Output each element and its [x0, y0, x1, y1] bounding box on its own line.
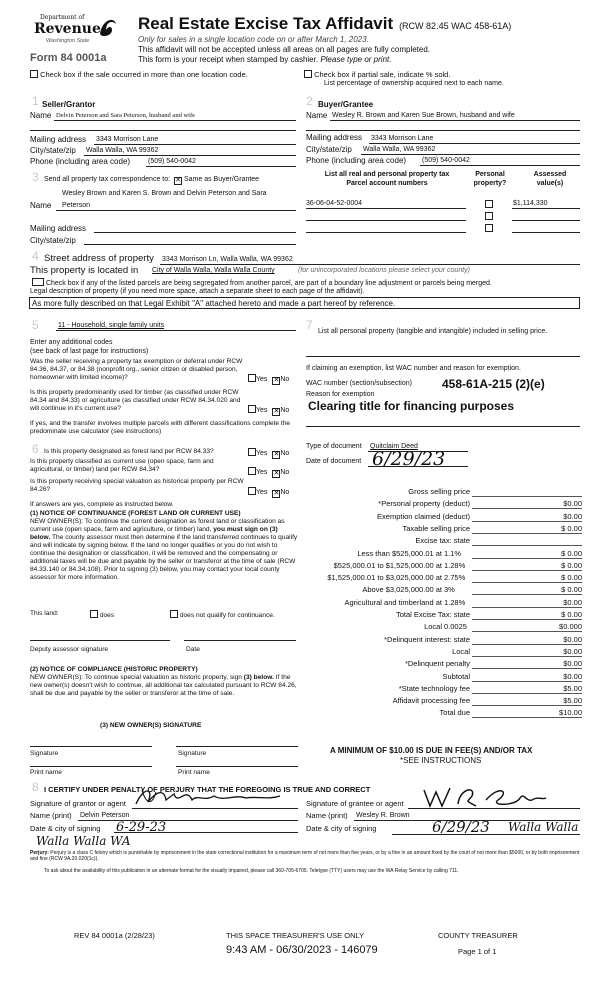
segregate-row[interactable]	[32, 278, 492, 287]
logo-swoosh-icon	[98, 16, 118, 38]
fee-row	[300, 573, 582, 584]
grantee-sig-label: Signature of grantee or agent	[306, 799, 404, 808]
yes-label: Yes	[256, 376, 268, 383]
yes-checkbox[interactable]	[248, 448, 256, 456]
notice2-body-b: If the new owner(s) doesn't wish to continue, all additional tax calculated pursuant to RCW 84.26, shall be due and payable by the seller or transferor at the time of sale.	[30, 674, 297, 697]
assessed-line-2	[512, 220, 580, 221]
section-number-5: 5	[32, 318, 39, 332]
q-forest: Is this property designated as forest land per RCW 84.33?	[44, 448, 214, 455]
seller-phone: (509) 540-0042	[148, 158, 196, 165]
q-exemption: Was the seller receiving a property tax exemption or deferral under RCW 84.36, 84.37, or 84.38 (nonprofit org., senior citizen or disabled person, homeowner with limited income)?	[30, 358, 243, 381]
page-number: Page 1 of 1	[458, 947, 497, 956]
fee-label: *Delinquent penalty	[404, 659, 470, 669]
header-note-1: Only for sales in a single location code on or after March 1, 2023.	[138, 35, 369, 44]
buyer-blank-line	[306, 130, 580, 131]
section-number-7: 7	[306, 318, 313, 332]
correspondence-name-label: Name	[30, 201, 52, 210]
yes-checkbox[interactable]	[248, 374, 256, 382]
multi-location-check[interactable]	[30, 70, 248, 79]
fee-label: *State technology fee	[398, 683, 470, 693]
county-treasurer: COUNTY TREASURER	[438, 931, 518, 940]
assessed-value: $1,114,330	[513, 200, 548, 207]
buyer-phone-label: Phone (including area code)	[306, 156, 407, 165]
reason-label: Reason for exemption	[306, 391, 375, 398]
legal-label: Legal description of property (if you need more space, attach a separate sheet to each page of the affidavit).	[30, 288, 365, 295]
does-label: does	[99, 612, 115, 619]
title-text: Real Estate Excise Tax Affidavit	[138, 14, 394, 33]
fee-rate: 3%	[444, 585, 455, 595]
fee-label: Less than $525,000.01 at	[357, 548, 442, 558]
fee-value	[472, 536, 582, 546]
buyer-phone-line	[420, 165, 580, 166]
street-label: Street address of property	[44, 253, 154, 264]
partial-sale-note: List percentage of ownership acquired next to each name.	[324, 80, 504, 87]
segregate-checkbox[interactable]	[32, 278, 44, 286]
located-label: This property is located in	[30, 265, 139, 276]
fee-row	[300, 536, 582, 547]
fee-row	[300, 696, 582, 707]
fee-label: Affidavit processing fee	[392, 696, 470, 706]
personal-checkbox-2[interactable]	[485, 212, 493, 220]
fee-row	[300, 672, 582, 683]
enter-codes: Enter any additional codes	[30, 339, 113, 346]
use-code-line	[56, 330, 296, 331]
q-current-use-answer[interactable]	[248, 467, 289, 478]
q-timber: Is this property predominantly used for timber (as classified under RCW 84.34 and 84.33) or agriculture (as classified under RCW 84.34.020 and will continue in it's current use?	[30, 389, 241, 412]
grantor-name: Delvin Peterson	[80, 812, 130, 819]
notice2-body-a: NEW OWNER(S): To continue special valuation as historic property, sign	[30, 674, 242, 681]
grantee-date-line	[392, 834, 580, 835]
buyer-heading: Buyer/Grantee	[318, 100, 374, 109]
notice2-body	[30, 674, 298, 698]
yes-label: Yes	[256, 469, 268, 476]
fee-row	[300, 684, 582, 695]
fee-label: *Delinquent interest: state	[384, 634, 470, 644]
grantee-date-label: Date & city of signing	[306, 824, 377, 833]
fee-row	[300, 610, 582, 621]
wac-value: 458-61A-215 (2)(e)	[442, 377, 545, 391]
fee-label: Exemption claimed (deduct)	[377, 511, 470, 521]
section-number-1: 1	[32, 94, 39, 108]
personal-col-header	[468, 170, 512, 188]
multi-location-label: Check box if the sale occurred in more than one location code.	[40, 70, 248, 79]
parcel-line-2	[306, 220, 466, 221]
doc-type: Quitclaim Deed	[370, 443, 418, 450]
logo-main-text: Revenue	[34, 21, 101, 37]
exemption-claim-label: If claiming an exemption, list WAC number and reason for exemption.	[306, 365, 521, 372]
doc-date-label: Date of document	[306, 458, 362, 465]
seller-address-line	[94, 144, 296, 145]
no-checkbox[interactable]: ✕	[273, 377, 280, 384]
grantor-name-label: Name (print)	[30, 811, 72, 820]
grantee-name-label: Name (print)	[306, 811, 348, 820]
q-current-use: Is this property classified as current use (open space, farm and agricultural, or timber) land per RCW 84.34?	[30, 458, 214, 473]
parcel-col-header	[306, 170, 468, 188]
treasurer-use: THIS SPACE TREASURER'S USE ONLY	[226, 931, 365, 940]
use-code: 11 - Household, single family units	[58, 322, 165, 329]
personal-property-label: List all personal property (tangible and intangible) included in selling price.	[318, 328, 548, 335]
does-not-checkbox[interactable]	[170, 610, 178, 618]
section-number-8: 8	[32, 780, 39, 794]
owner-sig-label-2: Signature	[178, 750, 207, 757]
yes-label: Yes	[256, 407, 268, 414]
wac-label: WAC number (section/subsection)	[306, 380, 412, 387]
fee-label: Subtotal	[442, 671, 470, 681]
fee-row	[300, 659, 582, 670]
grantor-sig-line	[132, 808, 298, 809]
fee-label: *Personal property (deduct)	[378, 499, 470, 509]
assessed-col-header	[520, 170, 580, 188]
fee-value: $0.00	[472, 672, 582, 682]
no-checkbox[interactable]: ✕	[273, 490, 280, 497]
personal-property-line	[306, 356, 580, 357]
owner-print-line-1	[30, 766, 152, 767]
seller-name-label: Name	[30, 111, 52, 120]
grantor-date-line	[114, 832, 298, 833]
fee-value: $10.00	[472, 708, 582, 718]
grantor-signature	[134, 784, 284, 810]
fee-label: Total Excise Tax: state	[395, 610, 470, 619]
answers-instr: If answers are yes, complete as instructed below.	[30, 501, 174, 508]
notice1-body-a: NEW OWNER(S): To continue the current designation as forest land or classification as current use (open space, farm and agriculture, or timber) land,	[30, 518, 285, 533]
notice1-title: (1) NOTICE OF CONTINUANCE (FOREST LAND OR CURRENT USE)	[30, 510, 241, 517]
fee-row	[300, 524, 582, 535]
seller-city-label: City/state/zip	[30, 146, 76, 155]
checkbox[interactable]	[304, 70, 312, 78]
grantee-name: Wesley R. Brown	[356, 812, 410, 819]
personal-checkbox-3[interactable]	[485, 224, 493, 232]
section-number-2: 2	[306, 94, 313, 108]
fee-row	[300, 598, 582, 609]
grantor-date-label: Date & city of signing	[30, 824, 101, 833]
fee-value: $0.000	[472, 622, 582, 632]
owner-print-label-2: Print name	[178, 769, 210, 776]
assessor-sig-line	[30, 640, 170, 641]
notice1-body-b: The county assessor must then determine if the land transferred continues to qualify and will indicate by signing below. If the land no longer qualifies or you do not wish to continue the designation or classification, it will be removed and the compensating or additional taxes will be due and payable by the seller or transferor at the time of sale (RCW 84.33.140 or 84.34.108). Prior to signing (3) below, you may contact your local county assessor for more information.	[30, 534, 298, 581]
seller-heading: Seller/Grantor	[42, 100, 96, 109]
buyer-address: 3343 Morrison Lane	[371, 135, 434, 142]
perjury-text: Perjury is a class C felony which is punishable by imprisonment in the state correctional institution for a maximum term of not more than five years, or by a fine in an amount fixed by the court of not more than $5000, or by both imprisonment and fine (RCW 9A.20.020(1c)).	[30, 850, 580, 862]
fee-row	[300, 708, 582, 719]
fee-row	[300, 512, 582, 523]
buyer-address-label: Mailing address	[306, 133, 363, 142]
section-number-3: 3	[32, 170, 39, 184]
fee-value: $5.00	[472, 696, 582, 706]
dor-logo	[28, 14, 120, 54]
statute-text: (RCW 82.45 WAC 458-61A)	[399, 21, 512, 31]
fee-value: $0.00	[472, 635, 582, 645]
correspondence-address-line	[94, 232, 296, 233]
no-label: No	[280, 376, 290, 383]
fee-value	[472, 487, 582, 497]
parcel-line-1	[306, 208, 466, 209]
parcel-line-3	[306, 232, 466, 233]
correspondence-label: Send all property tax correspondence to:	[44, 176, 171, 183]
header-note-3-text: This form is your receipt when stamped by cashier.	[138, 55, 319, 64]
parcel-col-1: List all real and personal property tax	[324, 171, 450, 178]
yes-label: Yes	[256, 450, 268, 457]
fee-label: Taxable selling price	[402, 523, 470, 533]
q-historic-answer[interactable]	[248, 487, 289, 498]
fee-value: $ 0.00	[472, 573, 582, 583]
owner-sig-label-1: Signature	[30, 750, 59, 757]
partial-sale-check[interactable]	[304, 70, 450, 79]
correspondence-address-label: Mailing address	[30, 224, 87, 233]
perjury-note	[30, 850, 582, 862]
no-label: No	[280, 407, 290, 414]
new-owner-sig-heading: (3) NEW OWNER(S) SIGNATURE	[100, 722, 202, 729]
does-not-label: does not qualify for continuance.	[179, 612, 275, 619]
logo-top-text: Department of	[40, 14, 85, 21]
same-as-checkbox[interactable]: ✕	[175, 177, 181, 184]
notice1-body	[30, 518, 298, 582]
q-historic: Is this property receiving special valuation as historical property per RCW 84.26?	[30, 478, 244, 493]
correspondence-name-1: Wesley Brown and Karen S. Brown and Delvin Peterson and Sara	[62, 190, 267, 197]
perjury-label: Perjury:	[30, 850, 49, 856]
header-note-3	[138, 55, 391, 64]
parcel-col-1b: Parcel account numbers	[346, 180, 428, 187]
no-label: No	[280, 489, 290, 496]
fee-value: $0.00	[472, 598, 582, 608]
fee-value: $ 0.00	[472, 610, 582, 620]
buyer-name: Wesley R. Brown and Karen Sue Brown, husband and wife	[332, 112, 515, 119]
assessor-date-line	[184, 640, 296, 641]
fee-value: $ 0.00	[472, 585, 582, 595]
header-note-2: This affidavit will not be accepted unless all areas on all pages are fully completed.	[138, 45, 431, 54]
street-line	[160, 264, 580, 265]
notice1-body-bold: you must sign on (3) below.	[30, 526, 278, 541]
correspondence-city-label: City/state/zip	[30, 236, 76, 245]
section-number-6: 6	[32, 442, 39, 456]
see-back: (see back of last page for instructions)	[30, 348, 149, 355]
buyer-name-line	[330, 120, 580, 121]
buyer-address-line	[369, 143, 580, 144]
no-checkbox[interactable]: ✕	[273, 451, 280, 458]
notice2-body-bold: (3) below.	[243, 674, 274, 681]
fee-rate: 1.28%	[444, 560, 466, 570]
fee-rate: 1.1%	[444, 548, 462, 558]
this-land-label: This land:	[30, 610, 59, 617]
fee-row	[300, 561, 582, 572]
yes-label: Yes	[256, 489, 268, 496]
does-row[interactable]	[90, 610, 114, 620]
owner-print-label-1: Print name	[30, 769, 62, 776]
owner-sig-line-2	[176, 746, 298, 747]
fee-value: $ 0.00	[472, 549, 582, 559]
fee-value: $ 0.00	[472, 561, 582, 571]
located-hint: (for unincorporated locations please select your county)	[298, 267, 470, 274]
doc-type-label: Type of document	[306, 443, 362, 450]
street-value: 3343 Morrison Ln, Walla Walla, WA 99362	[162, 256, 293, 263]
assessed-col-b: value(s)	[536, 180, 564, 187]
located-value: City of Walla Walla, Walla Walla County	[152, 267, 275, 274]
no-checkbox[interactable]: ✕	[273, 470, 280, 477]
minimum-line-2: *SEE INSTRUCTIONS	[400, 756, 482, 765]
fee-value: $0.00	[472, 647, 582, 657]
buyer-city: Walla Walla, WA 99362	[363, 146, 436, 153]
seller-blank-line	[30, 130, 296, 131]
no-label: No	[280, 469, 290, 476]
correspondence-name-2: Peterson	[62, 202, 91, 209]
q-forest-answer[interactable]	[248, 448, 289, 459]
assessor-sig-label: Deputy assessor signature	[30, 646, 109, 653]
fee-rate: 2.75%	[444, 573, 466, 583]
fee-label: Above $3,025,000.00 at	[362, 585, 442, 595]
notice2-title: (2) NOTICE OF COMPLIANCE (HISTORIC PROPERTY)	[30, 666, 198, 673]
fee-label: Gross selling price	[408, 487, 470, 496]
does-checkbox[interactable]	[90, 610, 98, 618]
seller-address: 3343 Morrison Lane	[96, 136, 159, 143]
fee-row	[300, 635, 582, 646]
q-exemption-answer[interactable]	[248, 374, 289, 385]
partial-sale-label: Check box if partial sale, indicate % sold.	[314, 70, 451, 79]
fee-label: $525,000.01 to $1,525,000.00 at	[333, 560, 442, 570]
fee-value: $ 0.00	[472, 524, 582, 534]
q-predominate: If yes, and the transfer involves multiple parcels with different classifications complete the predominate use calculator (see instructions)	[30, 420, 291, 435]
buyer-city-label: City/state/zip	[306, 145, 352, 154]
grantee-sig-line	[408, 808, 580, 809]
seller-name: Delvin Peterson and Sara Peterson, husband and wife	[56, 112, 195, 119]
no-label: No	[280, 450, 290, 457]
rev-number: REV 84 0001a (2/28/23)	[74, 931, 155, 940]
doc-date-line	[368, 466, 468, 467]
segregate-label: Check box if any of the listed parcels are being segregated from another parcel, are part of a boundary line adjustment or parcels being merged.	[45, 280, 492, 287]
page-title	[138, 14, 511, 34]
yes-checkbox[interactable]	[248, 487, 256, 495]
fee-label: Local	[424, 622, 442, 632]
fee-label: Local	[452, 646, 470, 656]
does-not-row[interactable]	[170, 610, 275, 620]
seller-name-line	[54, 120, 296, 121]
correspondence-city-line	[84, 244, 296, 245]
legal-description-box	[29, 297, 580, 309]
yes-checkbox[interactable]	[248, 467, 256, 475]
fee-rate: 1.28%	[444, 597, 466, 607]
fee-row	[300, 647, 582, 658]
fee-label: Excise tax: state	[415, 536, 470, 546]
fee-label: Total due	[439, 708, 470, 718]
parcel-number: 36-06-04-52-0004	[306, 200, 363, 207]
grantee-city: Walla Walla	[508, 820, 579, 834]
fee-value: $0.00	[472, 499, 582, 509]
correspondence-row	[44, 176, 259, 185]
buyer-name-label: Name	[306, 111, 328, 120]
assessed-line-1	[512, 208, 580, 209]
fee-value: $0.00	[472, 659, 582, 669]
certify-text: I CERTIFY UNDER PENALTY OF PERJURY THAT THE FOREGOING IS TRUE AND CORRECT	[44, 785, 371, 794]
seller-phone-line	[146, 166, 296, 167]
seller-address-label: Mailing address	[30, 135, 87, 144]
fee-rate: 0.0025	[444, 622, 467, 632]
checkbox[interactable]	[30, 70, 38, 78]
personal-col-b: property?	[473, 180, 507, 187]
fee-label: $1,525,000.01 to $3,025,000.00 at	[327, 573, 442, 583]
alt-format-note: To ask about the availability of this publication in an alternate format for the visually impaired, please call 360-705-6705. Teletype (TTY) users may use the WA Relay Service by calling 711.	[44, 868, 459, 874]
fee-value: $0.00	[472, 512, 582, 522]
grantee-date: 6/29/23	[432, 818, 490, 836]
fee-label: Agricultural and timberland at	[344, 597, 442, 607]
yes-checkbox[interactable]	[248, 405, 256, 413]
header-note-3-italic: Please type or print.	[320, 55, 392, 64]
fee-value: $5.00	[472, 684, 582, 694]
minimum-line-1: A MINIMUM OF $10.00 IS DUE IN FEE(S) AND/OR TAX	[330, 746, 533, 755]
correspondence-name-line	[56, 210, 296, 211]
reason-value: Clearing title for financing purposes	[308, 399, 515, 413]
seller-city-line	[84, 155, 296, 156]
form-number: Form 84 0001a	[30, 52, 107, 64]
fee-row	[300, 487, 582, 498]
owner-print-line-2	[176, 766, 298, 767]
same-as-label: Same as Buyer/Grantee	[183, 176, 260, 183]
receipt-stamp: 9:43 AM - 06/30/2023 - 146079	[226, 944, 378, 956]
seller-phone-label: Phone (including area code)	[30, 157, 131, 166]
logo-sub-text: Washington State	[46, 38, 90, 44]
owner-sig-line-1	[30, 746, 152, 747]
grantor-sig-label: Signature of grantor or agent	[30, 799, 126, 808]
assessed-col: Assessed	[533, 171, 567, 178]
grantor-city: Walla Walla WA	[36, 834, 131, 848]
section-number-4: 4	[32, 249, 39, 263]
fee-row	[300, 622, 582, 633]
reason-line	[306, 426, 580, 427]
personal-checkbox-1[interactable]	[485, 200, 493, 208]
buyer-city-line	[361, 154, 580, 155]
fee-row	[300, 549, 582, 560]
grantor-name-line	[78, 820, 298, 821]
seller-city: Walla Walla, WA 99362	[86, 147, 159, 154]
personal-col: Personal	[475, 171, 505, 178]
legal-description-text: As more fully described on that Legal Exhibit "A" attached hereto and made a part hereof by reference.	[32, 299, 396, 308]
grantor-date: 6-29-23	[116, 820, 167, 835]
assessed-line-3	[512, 232, 580, 233]
doc-date: 6/29/23	[372, 448, 446, 470]
assessor-date-label: Date	[186, 646, 200, 653]
fee-row	[300, 499, 582, 510]
no-checkbox[interactable]: ✕	[273, 408, 280, 415]
buyer-phone: (509) 540-0042	[422, 157, 470, 164]
q-timber-answer[interactable]	[248, 405, 289, 416]
fee-row	[300, 585, 582, 596]
